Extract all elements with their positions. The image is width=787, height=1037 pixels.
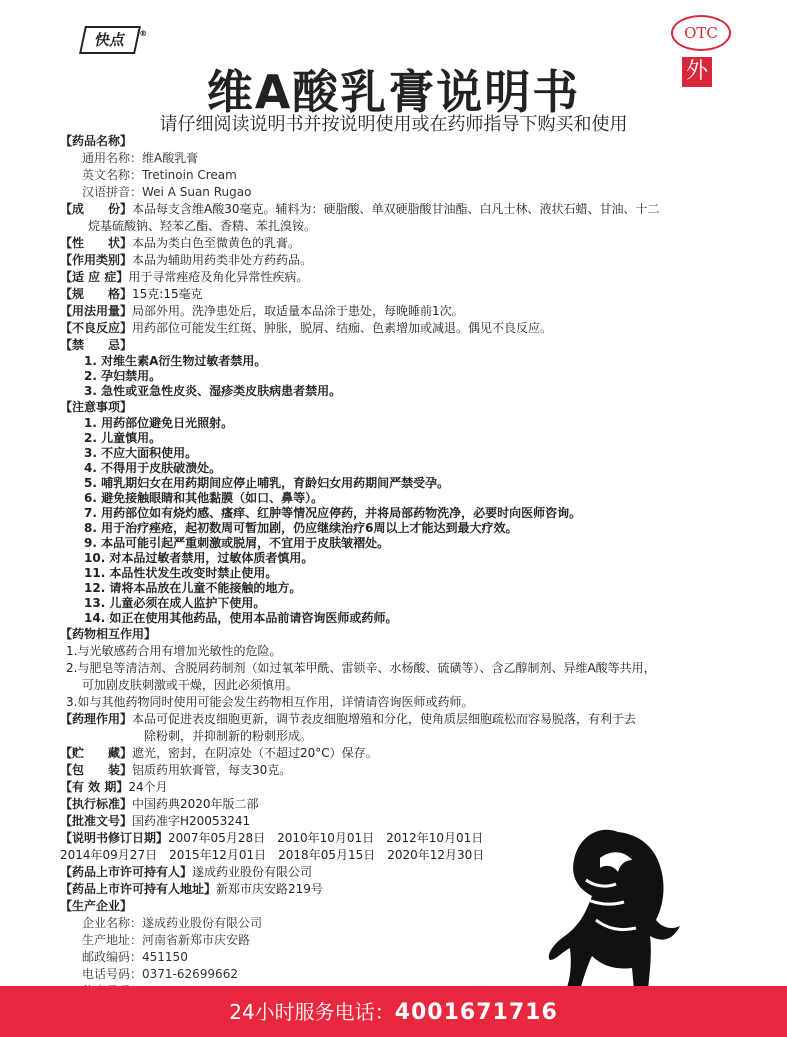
list-item: 1. 对维生素A衍生物过敏者禁用。 (84, 354, 267, 368)
pharmacology-text: 本品可促进表皮细胞更新，调节表皮细胞增殖和分化，使角质层细胞疏松而容易脱落，有利于去 (132, 712, 637, 726)
list-item: 14. 如正在使用其他药品，使用本品前请咨询医师或药师。 (84, 611, 398, 625)
phone: 0371-62699662 (142, 967, 238, 981)
lion-logo-icon (540, 820, 690, 1000)
pharmacology-text-cont: 除粉刺，并抑制新的粉刺形成。 (144, 729, 313, 743)
indications-label: 【适 应 症】 (60, 270, 129, 284)
ingredients-text-cont: 烷基硫酸钠、羟苯乙酯、香精、苯扎溴铵。 (88, 219, 317, 233)
storage-label: 【贮 藏】 (60, 746, 133, 760)
revision-dates-1: 2007年05月28日 2010年10月01日 2012年10月01日 (168, 831, 484, 845)
approval-label: 【批准文号】 (60, 814, 133, 828)
address: 河南省新郑市庆安路 (142, 933, 251, 947)
list-item: 9. 本品可能引起严重刺激或脱屑，不宜用于皮肤皱褶处。 (84, 536, 390, 550)
postcode: 451150 (142, 950, 188, 964)
registered-mark: ® (139, 29, 148, 38)
adverse-text: 用药部位可能发生红斑、肿胀，脱屑、结痂、色素增加或减退。偶见不良反应。 (132, 321, 553, 335)
usage-text: 局部外用。洗净患处后，取适量本品涂于患处，每晚睡前1次。 (132, 304, 464, 318)
validity-label: 【有 效 期】 (60, 780, 129, 794)
generic-name: 维A酸乳膏 (142, 151, 199, 165)
list-item: 11. 本品性状发生改变时禁止使用。 (84, 566, 278, 580)
pharmacology-label: 【药理作用】 (60, 712, 133, 726)
package-label: 【包 装】 (60, 763, 133, 777)
appearance-label: 【性 状】 (60, 236, 133, 250)
generic-name-label: 通用名称： (82, 151, 143, 165)
adverse-label: 【不良反应】 (60, 321, 133, 335)
storage-text: 遮光，密封，在阴凉处（不超过20°C）保存。 (132, 746, 378, 760)
revision-dates-2: 2014年09月27日 2015年12月01日 2018年05月15日 2020年12月30日 (60, 848, 485, 862)
list-item: 8. 用于治疗痤疮，起初数周可暂加剧，仍应继续治疗6周以上才能达到最大疗效。 (84, 521, 518, 535)
holder-address-text: 新郑市庆安路219号 (216, 882, 323, 896)
approval-text: 国药准字H20053241 (132, 814, 251, 828)
document-subtitle: 请仔细阅读说明书并按说明使用或在药师指导下购买和使用 (159, 114, 628, 135)
holder-address-label: 【药品上市许可持有人地址】 (60, 882, 217, 896)
validity-text: 24个月 (128, 780, 168, 794)
service-hotline (0, 996, 787, 1025)
manufacturer-label: 【生产企业】 (60, 899, 133, 913)
list-item: 10. 对本品过敏者禁用，过敏体质者慎用。 (84, 551, 314, 565)
company-label: 企业名称： (82, 916, 143, 930)
external-use-badge: 外 (682, 57, 712, 87)
list-item: 7. 用药部位如有烧灼感、瘙痒、红肿等情况应停药，并将局部药物洗净，必要时向医师咨询。 (84, 506, 582, 520)
category-text: 本品为辅助用药类非处方药药品。 (132, 253, 313, 267)
contraindications-label: 【禁 忌】 (60, 338, 133, 352)
pinyin-label: 汉语拼音： (82, 185, 143, 199)
brand-name: 快点 (93, 31, 127, 49)
document-title: 维A酸乳膏说明书 (206, 65, 581, 119)
list-item: 2. 孕妇禁用。 (84, 369, 162, 383)
usage-label: 【用法用量】 (60, 304, 133, 318)
list-item: 1.与光敏感药合用有增加光敏性的危险。 (66, 644, 282, 658)
list-item: 3. 急性或亚急性皮炎、湿疹类皮肤病患者禁用。 (84, 384, 342, 398)
list-item: 6. 避免接触眼睛和其他黏膜（如口、鼻等）。 (84, 491, 324, 505)
holder-text: 遂成药业股份有限公司 (192, 865, 313, 879)
interactions-label: 【药物相互作用】 (60, 627, 157, 641)
standard-text: 中国药典2020年版二部 (132, 797, 259, 811)
category-label: 【作用类别】 (60, 253, 133, 267)
list-item: 5. 哺乳期妇女在用药期间应停止哺乳，育龄妇女用药期间严禁受孕。 (84, 476, 450, 490)
list-item: 1. 用药部位避免日光照射。 (84, 416, 234, 430)
brand-logo (79, 26, 148, 54)
spec-label: 【规 格】 (60, 287, 133, 301)
package-text: 铝质药用软膏管，每支30克。 (132, 763, 292, 777)
indications-text: 用于寻常痤疮及角化异常性疾病。 (128, 270, 309, 284)
phone-label: 电话号码： (82, 967, 143, 981)
list-item: 3. 不应大面积使用。 (84, 446, 198, 460)
standard-label: 【执行标准】 (60, 797, 133, 811)
pinyin: Wei A Suan Rugao (142, 185, 252, 199)
list-item: 3.如与其他药物同时使用可能会发生药物相互作用，详情请咨询医师或药师。 (66, 695, 474, 709)
english-name: Tretinoin Cream (142, 168, 237, 182)
address-label: 生产地址： (82, 933, 143, 947)
spec-text: 15克:15毫克 (132, 287, 203, 301)
list-item: 2. 儿童慎用。 (84, 431, 162, 445)
english-name-label: 英文名称： (82, 168, 143, 182)
list-item: 2.与肥皂等清洁剂、含脱屑药制剂（如过氧苯甲酰、雷锁辛、水杨酸、硫磺等）、含乙醇制剂、异维A酸等共用， (66, 661, 656, 675)
ingredients-label: 【成 份】 (60, 202, 133, 216)
name-section-label: 【药品名称】 (60, 134, 133, 148)
list-item: 4. 不得用于皮肤破溃处。 (84, 461, 222, 475)
ingredients-text: 本品每支含维A酸30毫克。辅料为：硬脂酸、单双硬脂酸甘油酯、白凡士林、液状石蜡、甘油、十二 (132, 202, 660, 216)
revision-label: 【说明书修订日期】 (60, 831, 169, 845)
holder-label: 【药品上市许可持有人】 (60, 865, 193, 879)
appearance-text: 本品为类白色至微黄色的乳膏。 (132, 236, 301, 250)
company-name: 遂成药业股份有限公司 (142, 916, 263, 930)
list-item: 13. 儿童必须在成人监护下使用。 (84, 596, 266, 610)
service-label: 24小时服务电话： (229, 1000, 395, 1024)
list-item: 12. 请将本品放在儿童不能接触的地方。 (84, 581, 302, 595)
cautions-label: 【注意事项】 (60, 400, 133, 414)
postcode-label: 邮政编码： (82, 950, 143, 964)
list-item: 可加剧皮肤刺激或干燥，因此必须慎用。 (66, 678, 298, 692)
otc-badge: OTC (671, 15, 731, 51)
service-number: 4001671716 (394, 1000, 558, 1025)
